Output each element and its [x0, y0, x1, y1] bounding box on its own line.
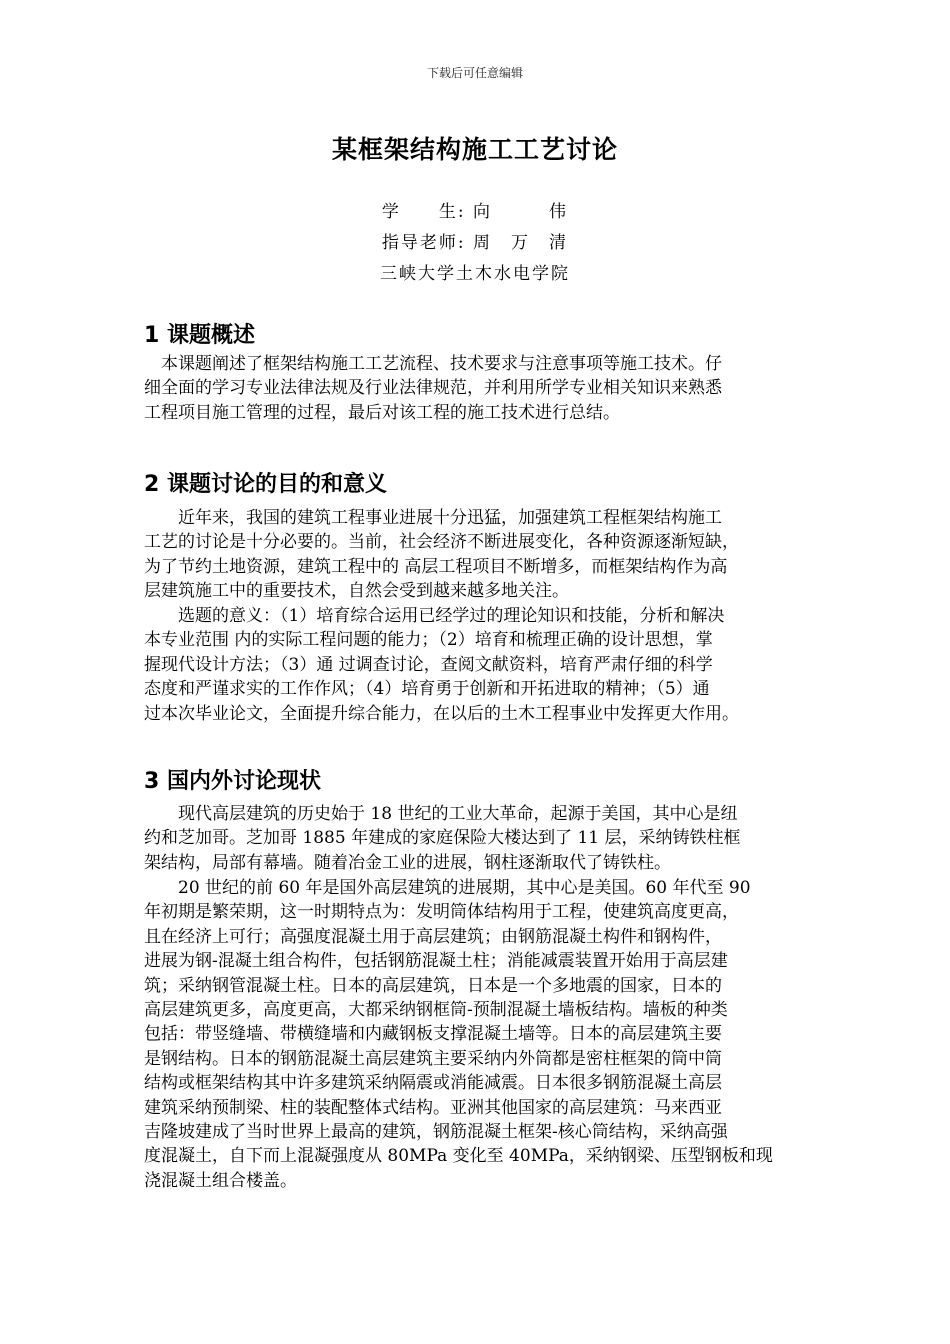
text-line: 为了节约土地资源，建筑工程中的 高层工程项目不断增多，而框架结构作为高	[144, 556, 728, 577]
student-line: 学 生: 向 伟	[381, 202, 569, 222]
text-line: 近年来，我国的建筑工程事业进展十分迅猛，加强建筑工程框架结构施工	[144, 508, 722, 528]
section-2-paragraph-1	[144, 506, 820, 604]
text-line: 是钢结构。日本的钢筋混凝土高层建筑主要采纳内外筒都是密柱框架的筒中筒	[144, 1048, 722, 1069]
section-heading-1: 1 课题概述	[144, 323, 255, 348]
document-title: 某框架结构施工工艺讨论	[331, 135, 618, 164]
text-line: 筑；采纳钢管混凝土柱。日本的高层建筑，日本是一个多地震的国家，日本的	[144, 975, 722, 996]
text-line: 握现代设计方法；（3）通 过调查讨论，查阅文献资料，培育严肃仔细的科学	[144, 654, 713, 675]
section-heading-2: 2 课题讨论的目的和意义	[144, 472, 387, 497]
school-line: 三峡大学土木水电学院	[380, 264, 570, 284]
section-3-paragraph-1	[144, 802, 820, 875]
text-line: 态度和严谨求实的工作作风；（4）培育勇于创新和开拓进取的精神；（5）通	[144, 679, 710, 700]
text-line: 本课题阐述了框架结构施工工艺流程、技术要求与注意事项等施工技术。仔	[144, 354, 722, 374]
text-line: 建筑采纳预制梁、柱的装配整体式结构。亚洲其他国家的高层建筑：马来西亚	[144, 1097, 722, 1118]
text-line: 选题的意义：（1）培育综合运用已经学过的理论知识和技能，分析和解决	[144, 606, 725, 626]
text-line: 过本次毕业论文，全面提升综合能力，在以后的土木工程事业中发挥更大作用。	[144, 703, 739, 724]
text-line: 度混凝土，自下而上混凝强度从 80MPa 变化至 40MPa，采纳钢梁、压型钢板和现	[144, 1146, 773, 1167]
text-line: 现代高层建筑的历史始于 18 世纪的工业大革命，起源于美国，其中心是纽	[144, 804, 738, 824]
text-line: 约和芝加哥。芝加哥 1885 年建成的家庭保险大楼达到了 11 层，采纳铸铁柱框	[144, 828, 741, 849]
text-line: 结构或框架结构其中许多建筑采纳隔震或消能减震。日本很多钢筋混凝土高层	[144, 1073, 722, 1094]
section-heading-3: 3 国内外讨论现状	[144, 769, 321, 794]
page-header-note: 下载后可任意编辑	[426, 66, 523, 80]
text-line: 年初期是繁荣期，这一时期特点为：发明筒体结构用于工程，使建筑高度更高，	[144, 902, 739, 923]
advisor-line: 指导老师: 周 万 清	[381, 233, 569, 253]
text-line: 层建筑施工中的重要技术，自然会受到越来越多地关注。	[144, 581, 569, 602]
text-line: 20 世纪的前 60 年是国外高层建筑的进展期，其中心是美国。60 年代至 90	[144, 878, 751, 898]
section-1-paragraph-1	[144, 352, 820, 425]
text-line: 浇混凝土组合楼盖。	[144, 1170, 297, 1191]
text-line: 进展为钢-混凝土组合构件，包括钢筋混凝土柱；消能减震装置开始用于高层建	[144, 951, 728, 972]
text-line: 高层建筑更多，高度更高，大都采纳钢框筒-预制混凝土墙板结构。墙板的种类	[144, 1000, 728, 1021]
text-line: 工艺的讨论是十分必要的。当前，社会经济不断进展变化，各种资源逐渐短缺，	[144, 532, 739, 553]
section-2-paragraph-2	[144, 604, 820, 726]
text-line: 吉隆坡建成了当时世界上最高的建筑，钢筋混凝土框架-核心筒结构，采纳高强	[144, 1122, 728, 1143]
section-3-paragraph-2	[144, 876, 820, 1193]
text-line: 包括：带竖缝墙、带横缝墙和内藏钢板支撑混凝土墙等。日本的高层建筑主要	[144, 1024, 722, 1045]
text-line: 细全面的学习专业法律法规及行业法律规范，并利用所学专业相关知识来熟悉	[144, 378, 722, 399]
text-line: 本专业范围 内的实际工程问题的能力；（2）培育和梳理正确的设计思想，掌	[144, 630, 713, 651]
text-line: 工程项目施工管理的过程，最后对该工程的施工技术进行总结。	[144, 402, 620, 423]
text-line: 架结构，局部有幕墙。随着冶金工业的进展，钢柱逐渐取代了铸铁柱。	[144, 852, 671, 873]
text-line: 且在经济上可行；高强度混凝土用于高层建筑；由钢筋混凝土构件和钢构件，	[144, 926, 722, 947]
